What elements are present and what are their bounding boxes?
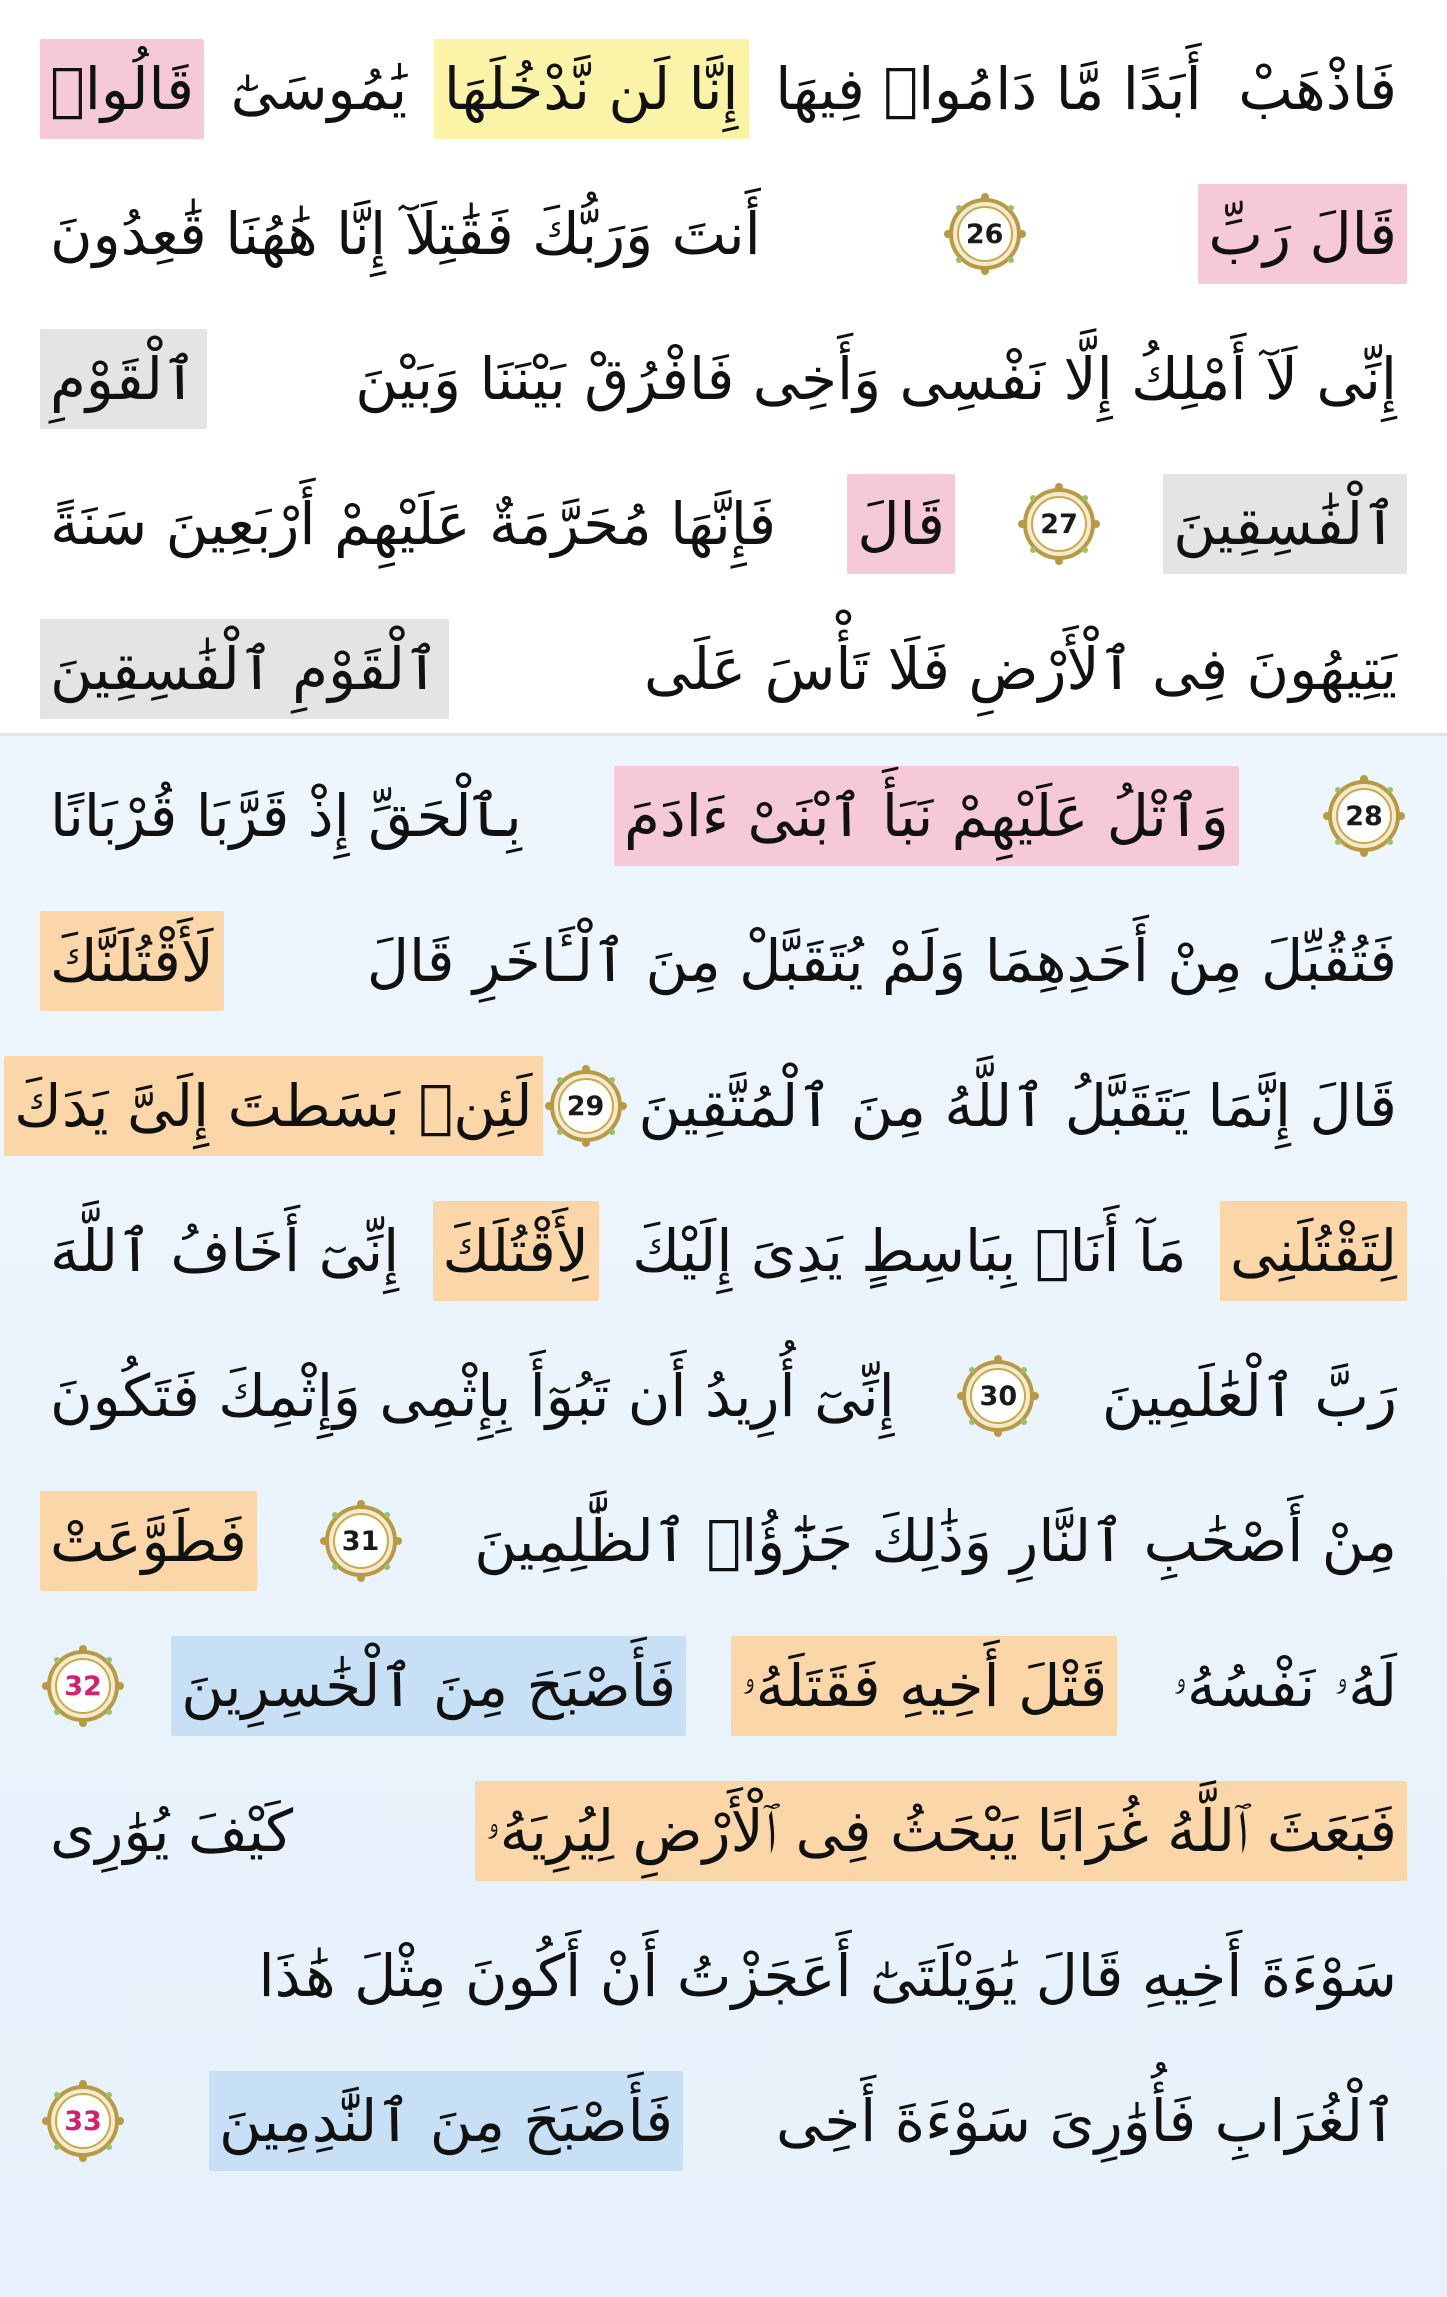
verse-text: أَنتَ وَرَبُّكَ فَقَٰتِلَآ إِنَّا هَٰهُنَا قَٰعِدُونَ	[50, 199, 761, 268]
verse-text: أَبَدًا مَّا دَامُوا۟ فِيهَا	[775, 54, 1202, 123]
highlighted-phrase: قَتْلَ أَخِيهِ فَقَتَلَهُۥ	[731, 1636, 1117, 1736]
verse-line	[40, 308, 1407, 450]
highlighted-phrase: فَطَوَّعَتْ	[40, 1491, 257, 1591]
ayah-number: 26	[965, 218, 1004, 250]
highlighted-phrase: ٱلْفَٰسِقِينَ	[1163, 474, 1407, 574]
verse-line	[40, 890, 1407, 1032]
ayah-number: 29	[566, 1090, 605, 1122]
ayah-number-marker	[1016, 481, 1102, 567]
ayah-number: 28	[1345, 800, 1383, 832]
verse-line	[40, 1325, 1407, 1467]
highlighted-phrase: لَئِنۢ بَسَطتَ إِلَىَّ يَدَكَ	[4, 1056, 542, 1156]
verse-text: إِنِّىٓ أُرِيدُ أَن تَبُوٓأَ بِإِثْمِى وَإِثْمِكَ فَتَكُونَ	[50, 1361, 895, 1430]
ayah-number: 32	[64, 1670, 102, 1702]
highlighted-phrase: قَالَ	[847, 474, 955, 574]
ayah-number-marker	[40, 1643, 126, 1729]
verse-line	[40, 2050, 1407, 2192]
verse-text: فَإِنَّهَا مُحَرَّمَةٌ عَلَيْهِمْ أَرْبَعِينَ سَنَةً	[50, 489, 777, 558]
highlighted-phrase: فَأَصْبَحَ مِنَ ٱلنَّٰدِمِينَ	[209, 2071, 683, 2171]
verse-text: مَآ أَنَا۠ بِبَاسِطٍ يَدِىَ إِلَيْكَ	[632, 1216, 1187, 1285]
verse-line	[40, 1905, 1407, 2047]
verse-text: قَالَ إِنَّمَا يَتَقَبَّلُ ٱللَّهُ مِنَ ٱلْمُتَّقِينَ	[638, 1071, 1397, 1140]
ayah-number-marker	[318, 1498, 404, 1584]
verse-line	[40, 1615, 1407, 1757]
verse-text: بِٱلْحَقِّ إِذْ قَرَّبَا قُرْبَانًا	[50, 781, 522, 850]
ayah-number-marker	[942, 191, 1028, 277]
verse-line	[40, 453, 1407, 595]
ayah-number-marker	[955, 1353, 1041, 1439]
verse-line	[40, 745, 1407, 887]
verse-line	[40, 1760, 1407, 1902]
verse-text: مِنْ أَصْحَٰبِ ٱلنَّارِ وَذَٰلِكَ جَزَٰٓؤُا۟ ٱلظَّٰلِمِينَ	[474, 1506, 1397, 1575]
verse-text: ٱلْغُرَابِ فَأُوَٰرِىَ سَوْءَةَ أَخِى	[775, 2086, 1397, 2155]
verse-line	[14, 1035, 1407, 1177]
verse-text: يَٰمُوسَىٰٓ	[230, 54, 408, 123]
ayah-number: 30	[979, 1380, 1018, 1412]
highlighted-phrase: قَالَ رَبِّ	[1198, 184, 1407, 284]
highlighted-phrase: ٱلْقَوْمِ	[40, 329, 207, 429]
highlighted-phrase: لَأَقْتُلَنَّكَ	[40, 911, 224, 1011]
verse-text: فَاذْهَبْ	[1238, 54, 1397, 123]
verse-text: إِنِّىٓ أَخَافُ ٱللَّهَ	[50, 1216, 400, 1285]
highlighted-phrase: إِنَّا لَن نَّدْخُلَهَا	[434, 39, 749, 139]
verse-text: رَبَّ ٱلْعَٰلَمِينَ	[1101, 1361, 1397, 1430]
verse-line	[40, 18, 1407, 160]
ayah-number-marker	[1321, 773, 1407, 859]
verse-text: يَتِيهُونَ فِى ٱلْأَرْضِ فَلَا تَأْسَ عَلَى	[644, 634, 1397, 703]
highlighted-phrase: فَأَصْبَحَ مِنَ ٱلْخَٰسِرِينَ	[171, 1636, 686, 1736]
ayah-number: 33	[64, 2105, 102, 2137]
ayah-number: 27	[1040, 508, 1078, 540]
highlighted-phrase: ٱلْقَوْمِ ٱلْفَٰسِقِينَ	[40, 619, 449, 719]
highlighted-phrase: لِأَقْتُلَكَ	[433, 1201, 599, 1301]
ayah-number-marker	[40, 2078, 126, 2164]
verse-text: إِنِّى لَآ أَمْلِكُ إِلَّا نَفْسِى وَأَخِى فَافْرُقْ بَيْنَنَا وَبَيْنَ	[355, 344, 1397, 413]
highlighted-phrase: وَٱتْلُ عَلَيْهِمْ نَبَأَ ٱبْنَىْ ءَادَمَ	[614, 766, 1239, 866]
ayah-number: 31	[341, 1525, 380, 1557]
verse-text: فَتُقُبِّلَ مِنْ أَحَدِهِمَا وَلَمْ يُتَقَبَّلْ مِنَ ٱلْـَٔاخَرِ قَالَ	[366, 926, 1397, 995]
verse-line	[40, 1180, 1407, 1322]
highlighted-phrase: فَبَعَثَ ٱللَّهُ غُرَابًا يَبْحَثُ فِى ٱلْأَرْضِ لِيُرِيَهُۥ	[475, 1781, 1407, 1881]
verse-text: سَوْءَةَ أَخِيهِ قَالَ يَٰوَيْلَتَىٰٓ أَعَجَزْتُ أَنْ أَكُونَ مِثْلَ هَٰذَا	[258, 1941, 1397, 2010]
verse-text: لَهُۥ نَفْسُهُۥ	[1172, 1651, 1397, 1720]
verse-text: كَيْفَ يُوَٰرِى	[50, 1796, 294, 1865]
verse-line	[40, 598, 1407, 740]
highlighted-phrase: لِتَقْتُلَنِى	[1220, 1201, 1407, 1301]
verse-line	[40, 163, 1407, 305]
verse-line	[40, 1470, 1407, 1612]
ayah-number-marker	[543, 1063, 629, 1149]
highlighted-phrase: قَالُوا۟	[40, 39, 204, 139]
